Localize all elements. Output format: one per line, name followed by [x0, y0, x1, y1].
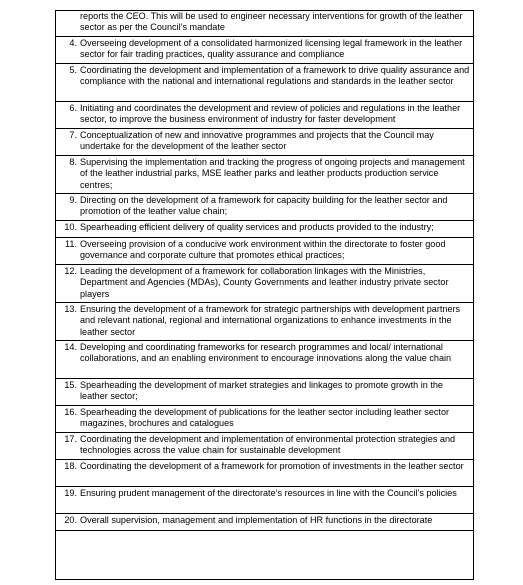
duty-row	[55, 221, 474, 238]
duty-row	[55, 156, 474, 194]
duty-text: Spearheading efficient delivery of quality services and products provided to the industry;	[80, 222, 434, 232]
duty-number: 9.	[69, 195, 77, 205]
duty-text: Initiating and coordinates the development and review of policies and regulations in the leather sector, to improve the business environment of industry for faster development	[80, 103, 461, 125]
duty-text: Supervising the implementation and tracking the progress of ongoing projects and management of the leather industrial parks, MSE leather parks and leather products production service centres;	[80, 157, 465, 190]
duty-row	[55, 129, 474, 156]
duty-row	[55, 433, 474, 460]
duty-text: Developing and coordinating frameworks for research programmes and local/ international collaborations, and an enabling environment to encourage innovations along the value chain	[80, 342, 452, 364]
duty-number	[55, 11, 80, 35]
duty-number: 15.	[64, 380, 77, 390]
duty-row	[55, 102, 474, 129]
duty-number: 11.	[65, 239, 77, 249]
duty-row	[55, 194, 474, 221]
duty-number: 20.	[64, 515, 77, 525]
duty-row	[55, 37, 474, 64]
duty-row	[55, 238, 474, 265]
duty-text: Ensuring the development of a framework for strategic partnerships with development partners and relevant national, regional and international organizations to enhance investments in the leather sector	[80, 304, 461, 337]
duty-row	[55, 379, 474, 406]
duty-number: 18.	[64, 461, 77, 471]
duty-row	[55, 514, 474, 531]
duty-number: 12.	[64, 266, 77, 276]
duty-number: 13.	[64, 304, 77, 314]
duty-row	[55, 64, 474, 102]
duty-number: 19.	[64, 488, 77, 498]
duty-row	[55, 341, 474, 379]
duty-number: 7.	[69, 130, 77, 140]
duty-text: Coordinating the development and implementation of a framework to drive quality assurance and compliance with the national and international regulations and standards in the leather sector	[80, 65, 470, 87]
duty-text: Conceptualization of new and innovative programmes and projects that the Council may undertake for the development of the leather sector	[80, 130, 434, 152]
duty-text: Overseeing provision of a conducive work environment within the directorate to foster good governance and corporate culture that promotes ethical practices;	[80, 239, 446, 261]
duty-row	[55, 265, 474, 303]
duty-number: 16.	[64, 407, 77, 417]
duty-text: Spearheading the development of publications for the leather sector including leather sector magazines, brochures and catalogues	[80, 407, 450, 429]
duty-text: Directing on the development of a framework for capacity building for the leather sector and promotion of the leather value chain;	[80, 195, 448, 217]
duty-text: Leading the development of a framework for collaboration linkages with the Ministries, Department and Agencies (MDAs), County Governments and leather industry private sector players	[80, 266, 449, 299]
duty-text: Coordinating the development of a framework for promotion of investments in the leather sector	[80, 461, 464, 471]
duty-row	[55, 460, 474, 487]
duty-text: Coordinating the development and implementation of environmental protection strategies and technologies across the value chain for sustainable development	[80, 434, 456, 456]
duty-text: Spearheading the development of market strategies and linkages to promote growth in the leather sector;	[80, 380, 443, 402]
duty-row	[55, 487, 474, 514]
duty-row-continuation	[55, 10, 474, 37]
duty-row	[55, 303, 474, 341]
duty-number: 5.	[69, 65, 77, 75]
duty-text: Overall supervision, management and implementation of HR functions in the directorate	[80, 515, 433, 525]
duty-number: 14.	[64, 342, 77, 352]
duty-text: Ensuring prudent management of the directorate’s resources in line with the Council’s policies	[80, 488, 457, 498]
duty-text: Overseeing development of a consolidated harmonized licensing legal framework in the leather sector for fair trading practices, quality assurance and compliance	[80, 38, 463, 60]
duty-number: 4.	[69, 38, 77, 48]
duty-number: 8.	[69, 157, 77, 167]
duty-text: reports the CEO. This will be used to engineer necessary interventions for growth of the leather sector as per the Council’s mandate	[80, 11, 463, 33]
duty-number: 10.	[64, 222, 77, 232]
duties-table	[55, 10, 474, 531]
duty-row	[55, 406, 474, 433]
duty-number: 6.	[69, 103, 77, 113]
duty-number: 17.	[64, 434, 77, 444]
